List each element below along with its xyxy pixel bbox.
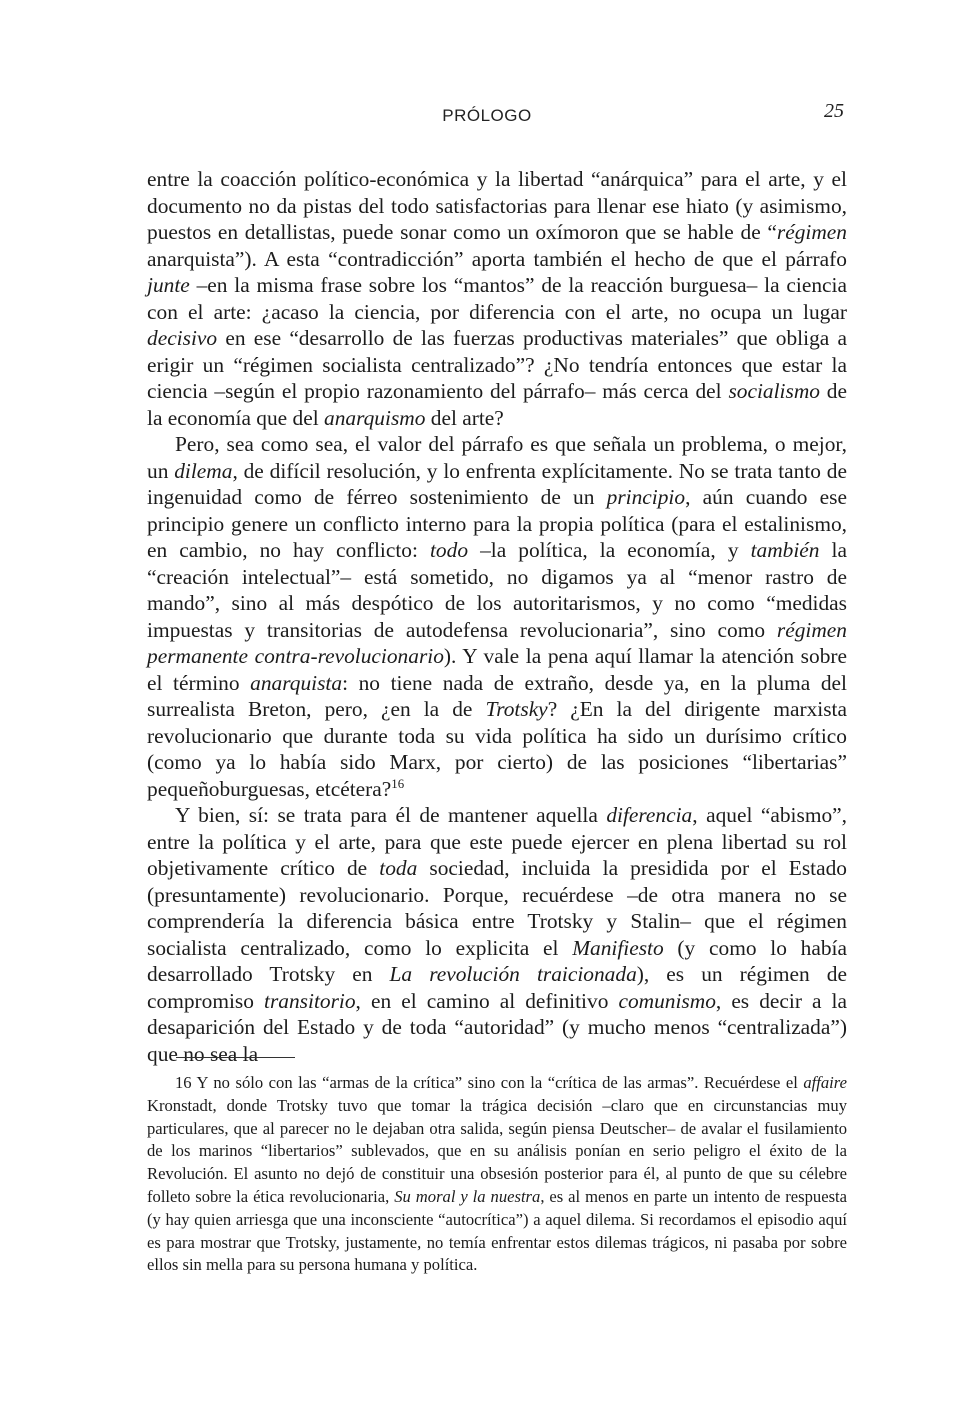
running-head: PRÓLOGO (442, 106, 532, 125)
italic-run: transitorio (264, 988, 356, 1013)
text-run: sociedad, incluida la presidida por el Estado (presuntamente) revolucionario. Porque, recuérdese –de otra manera no se comprendería la diferencia básica entre Trotsky y Stalin– que el régimen socialista centralizado, como lo explicita el (147, 856, 847, 960)
text-run: , es al menos en parte un intento de respuesta (y hay quien arriesga que una inconsciente “autocrítica”) a aquel dilema. Si recordamos el episodio aquí es para mostrar que Trotsky, justamente, no temía enfrentar estos dilemas trágicos, ni pasaba por sobre ellos sin mella para su persona humana y política. (147, 1186, 847, 1275)
italic-run: diferencia (606, 803, 693, 827)
text-run: de la economía que del (147, 379, 847, 430)
text-run: anarquista”). A esta “contradicción” aporta también el hecho de que el párrafo (147, 246, 847, 271)
italic-run: socialismo (728, 379, 820, 403)
text-run: la “creación intelectual”– está sometido, no digamos ya al “menor rastro de mando”, sino al más despótico de los autoritarismos, y no como “medidas impuestas y transitorias de autodefensa revolucionaria”, sino como (147, 538, 847, 642)
italic-run: Su moral y la nuestra (394, 1186, 541, 1206)
italic-run: decisivo (147, 326, 218, 350)
text-run: Pero, sea como sea, el valor del párrafo es que señala un problema, o mejor, un (147, 432, 847, 483)
page-number: 25 (824, 100, 844, 122)
text-run: : no tiene nada de extraño, desde ya, en la pluma del surrealista Breton, pero, ¿en la de (147, 670, 847, 721)
paragraph (147, 431, 847, 802)
text-run: ? ¿En la del dirigente marxista revolucionario que durante toda su vida política ha sido un durísimo crítico (como ya lo había sido Marx, por cierto) de las posiciones “libertarias” pequeñoburguesas, etcétera? (147, 697, 847, 801)
italic-run: toda (379, 856, 418, 880)
text-run: , es decir a la desaparición del Estado y de toda “autoridad” (y mucho menos “centralizada”) que no sea la (147, 988, 847, 1066)
text-run: ). Y vale la pena aquí llamar la atención sobre el término (147, 644, 848, 695)
footnote-ref: 16 (391, 776, 405, 791)
text-run: ), es un régimen de compromiso (147, 962, 847, 1013)
italic-run: principio (606, 485, 686, 509)
italic-run: Trotsky (485, 697, 548, 721)
text-run: 16 Y no sólo con las “armas de la crítica” sino con la “crítica de las armas”. Recuérdese el (175, 1073, 804, 1092)
text-run: , aquel “abismo”, entre la política y el arte, para que este puede ejercer en plena libertad su rol objetivamente crítico de (147, 803, 847, 880)
italic-run: Manifiesto (572, 935, 664, 960)
italic-run: affaire (803, 1073, 847, 1092)
text-run: Kronstadt, donde Trotsky tuvo que tomar la trágica decisión –claro que en circunstancias muy particulares, que al parecer no le dejaban otra salida, según piensa Deutscher– de avalar el fusilamiento de los marinos “libertarios” sublevados, que en su análisis ponían en serio peligro el éxito de la Revolución. El asunto no dejó de constituir una obsesión posterior para él, al punto de que su célebre folleto sobre la ética revolucionaria, (147, 1095, 847, 1206)
italic-run: régimen (776, 220, 847, 244)
text-run: , aún cuando ese principio genere un conflicto interno para la propia política (para el estalinismo, en cambio, no hay conflicto: (147, 485, 848, 562)
paragraph (147, 802, 847, 1067)
italic-run: todo (429, 538, 469, 562)
italic-run: La revolución traicionada (389, 962, 637, 986)
text-run: , de difícil resolución, y lo enfrenta explícitamente. No se trata tanto de ingenuidad como de férreo sostenimiento de un (147, 458, 847, 509)
text-run: del arte? (425, 405, 504, 430)
text-run: en ese “desarrollo de las fuerzas productivas materiales” que obliga a erigir un “régimen socialista centralizado”? ¿No tendría entonces que estar la ciencia –según el propio razonamiento del párrafo– más cerca del (147, 326, 847, 403)
text-run: (y como lo había desarrollado Trotsky en (147, 935, 847, 986)
italic-run: comunismo (618, 988, 716, 1013)
footnote-16 (147, 1072, 847, 1277)
text-run: entre la coacción político-económica y la libertad “anárquica” para el arte, y el documento no da pistas del todo satisfactorias para llenar ese hiato (y asimismo, puestos en detallistas, puede sonar como un oxímoron que se hable de “ (147, 167, 847, 244)
text-run: Y bien, sí: se trata para él de mantener aquella (175, 803, 607, 827)
footnote (147, 1072, 847, 1277)
italic-run: también (750, 538, 820, 562)
italic-run: régimen permanente contra-revolucionario (147, 617, 847, 668)
text-run: –la política, la economía, y (468, 538, 751, 562)
italic-run: junte (147, 273, 190, 297)
body-text (147, 166, 847, 1067)
italic-run: anarquista (250, 670, 343, 695)
footnote-separator (176, 1057, 295, 1058)
italic-run: dilema (174, 458, 233, 483)
italic-run: anarquismo (324, 405, 426, 430)
text-run: –en la misma frase sobre los “mantos” de la reacción burguesa– la ciencia con el arte: ¿acaso la ciencia, por diferencia con el arte, no ocupa un lugar (147, 273, 847, 324)
text-run: , en el camino al definitivo (355, 988, 619, 1013)
paragraph (147, 166, 847, 431)
